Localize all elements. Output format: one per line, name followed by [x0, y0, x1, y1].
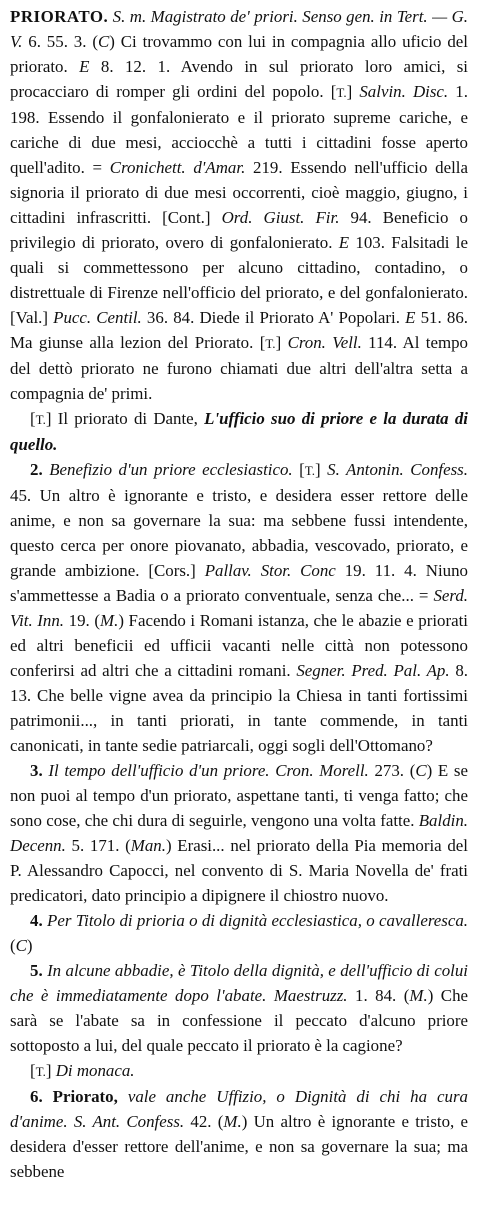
italic-text: Serd. Vit. Inn.: [10, 586, 468, 630]
text-run: 45. Un altro è ignorante e tristo, e desidera esser rettore delle anime, e non sa governare la sua: ma sebbene fussi intendente, questo cerca per onore piovanato, abbadia, vescovado, priorato, e grande ambizione. [Cors.]: [10, 486, 468, 580]
sense-number: 5.: [30, 961, 43, 980]
entry-sense-2: [10, 457, 468, 758]
italic-text: vale anche Uffizio, o Dignità di chi ha cura d'anime. S. Ant. Confess.: [10, 1087, 468, 1131]
sense-number: 6.: [30, 1087, 43, 1106]
sense-number: 4.: [30, 911, 43, 930]
entry-sense-5: [10, 958, 468, 1058]
text-run: 114. Al tempo del dettò priorato ne furono chiamati due altri dell'altra setta a compagnia de' primi.: [10, 333, 469, 403]
text-run: ) Che sarà se l'abate sa in confessione il peccato d'alcuno priore sottoposto a lui, del quale peccato il priorato è la cagione?: [10, 986, 469, 1055]
text-run: 19. 11. 4. Niuno s'ammettesse a Badia o a priorato conventuale, senza che... =: [10, 561, 468, 605]
text-run: 6. 55. 3. (: [22, 32, 98, 51]
source-tag: T.: [35, 1064, 46, 1079]
italic-text: Man.: [130, 836, 166, 855]
italic-text: In alcune abbadie, è Titolo della dignità, e dell'ufficio di colui che è immediatamente dopo l'abate. Maestruzz.: [10, 961, 468, 1005]
entry-sense-1: [10, 406, 468, 457]
text-run: ) E se non puoi al tempo d'un priorato, aspettane tanti, ti venga fatto; che sono cose, che chi dura di seguirle, vengono una volta fatte.: [10, 761, 468, 830]
italic-text: S. m. Magistrato de' priori. Senso gen. in Tert. — G. V.: [10, 7, 468, 51]
italic-text: Pucc. Centil.: [53, 308, 142, 327]
text-run: 36. 84. Diede il Priorato A' Popolari.: [141, 308, 406, 327]
entry-sense-4: [10, 908, 468, 958]
text-run: (: [10, 936, 16, 955]
text-run: 103. Falsitadi le quali si commettessono per alcuno cittadino, contadino, o distrettuale di Firenze nell'officio del priorato, e del gonfalonierato. [Val.]: [10, 233, 468, 327]
text-run: 219. Essendo nell'ufficio della signoria il priorato di due mesi occorrenti, cioè maggio, giugno, i cittadini infrascritti. [Cont.]: [10, 158, 468, 227]
text-run: ]: [315, 460, 328, 479]
italic-text: C: [97, 32, 110, 51]
bold-italic-text: L'ufficio suo di priore e la durata di quello.: [10, 409, 469, 454]
text-run: 5. 171. (: [65, 836, 131, 855]
text-run: ) Un altro è ignorante e tristo, e desidera d'esser rettore dell'anime, e non sa governare la sua; ma sebbene: [10, 1112, 469, 1181]
text-run: 8. 13. Che belle vigne avea da principio la Chiesa in tanti fortissimi patrimonii..., in tanti priorati, in tante commende, in tanti canonicati, in tante sedie patriarcali, oggi sogli dell'Ottomano?: [10, 661, 468, 755]
text-run: ] Il priorato di Dante,: [45, 409, 205, 428]
italic-text: Benefizio d'un priore ecclesiastico.: [49, 460, 293, 479]
entry-definition: [10, 4, 468, 406]
entry-sense-3: [10, 758, 468, 908]
text-run: [: [292, 460, 305, 479]
text-run: 1. 198. Essendo il gonfalonierato e il priorato supreme cariche, e cariche di due mesi, acciocchè a tutti i cittadini fosse aperto quell'adito. =: [10, 82, 468, 177]
italic-text: M.: [409, 986, 428, 1005]
italic-text: E: [79, 57, 90, 76]
text-run: ) Erasi... nel priorato della Pia memoria del P. Alessandro Capocci, nel convento di S. Maria Novella de' frati predicatori, dato principio a dipignere il chiostro nuovo.: [10, 836, 468, 905]
source-tag: T.: [336, 85, 347, 100]
sense-number: 3.: [30, 761, 43, 780]
italic-text: M.: [223, 1112, 242, 1131]
text-run: ) Facendo i Romani istanza, che le abazie e priorati ed altri beneficii ed ufficii vacanti nelle città non potessono conferirsi ad altri che a cittadini romani.: [10, 611, 468, 680]
italic-text: Baldin. Decenn.: [10, 811, 468, 855]
italic-text: Pallav. Stor. Conc: [204, 561, 336, 580]
italic-text: E: [338, 233, 350, 252]
text-run: 51. 86. Ma giunse alla lezion del Priorato. [: [10, 308, 468, 352]
italic-text: Il tempo dell'ufficio d'un priore. Cron. Morell.: [48, 761, 369, 780]
entry-sense-6: [10, 1058, 468, 1084]
text-run: 42. (: [184, 1112, 224, 1131]
headword: PRIORATO.: [10, 7, 109, 26]
italic-text: Ord. Giust. Fir.: [221, 208, 340, 227]
italic-text: Cron. Vell.: [287, 333, 362, 352]
sense-number: 2.: [30, 460, 43, 479]
text-run: ) Ci trovammo con lui in compagnia allo uficio del priorato.: [10, 32, 468, 76]
italic-text: C: [15, 936, 27, 955]
text-run: [: [30, 409, 36, 428]
text-run: ]: [346, 82, 360, 101]
italic-text: Di monaca.: [55, 1061, 135, 1080]
italic-text: Per Titolo di prioria o di dignità ecclesiastica, o cavalleresca.: [47, 911, 468, 930]
text-run: ]: [275, 333, 288, 352]
italic-text: Salvin. Disc.: [359, 82, 449, 101]
source-tag: T.: [304, 463, 316, 478]
text-run: ): [26, 936, 33, 955]
source-tag: T.: [265, 336, 276, 351]
text-run: [: [30, 1061, 36, 1080]
entry-sense-7: [10, 1084, 468, 1184]
italic-text: M.: [100, 611, 119, 630]
italic-text: Segner. Pred. Pal. Ap.: [296, 661, 450, 680]
text-run: 19. (: [64, 611, 101, 630]
text-run: ]: [45, 1061, 56, 1080]
text-run: 8. 12. 1. Avendo in sul priorato loro amici, si procacciaro di romper gli ordini del popolo. [: [10, 57, 468, 101]
sense-number: Priorato,: [52, 1087, 118, 1106]
source-tag: T.: [35, 412, 46, 427]
text-run: 94. Beneficio o privilegio di priorato, overo di gonfalonierato.: [10, 208, 468, 252]
italic-text: Cronichett. d'Amar.: [109, 158, 246, 177]
dictionary-entry-priorato: [10, 4, 468, 1184]
italic-text: E: [405, 308, 416, 327]
text-run: 273. (: [368, 761, 416, 780]
italic-text: S. Antonin. Confess.: [327, 460, 468, 479]
text-run: [118, 1087, 128, 1106]
italic-text: C: [415, 761, 427, 780]
text-run: [43, 1087, 53, 1106]
text-run: 1. 84. (: [347, 986, 410, 1005]
